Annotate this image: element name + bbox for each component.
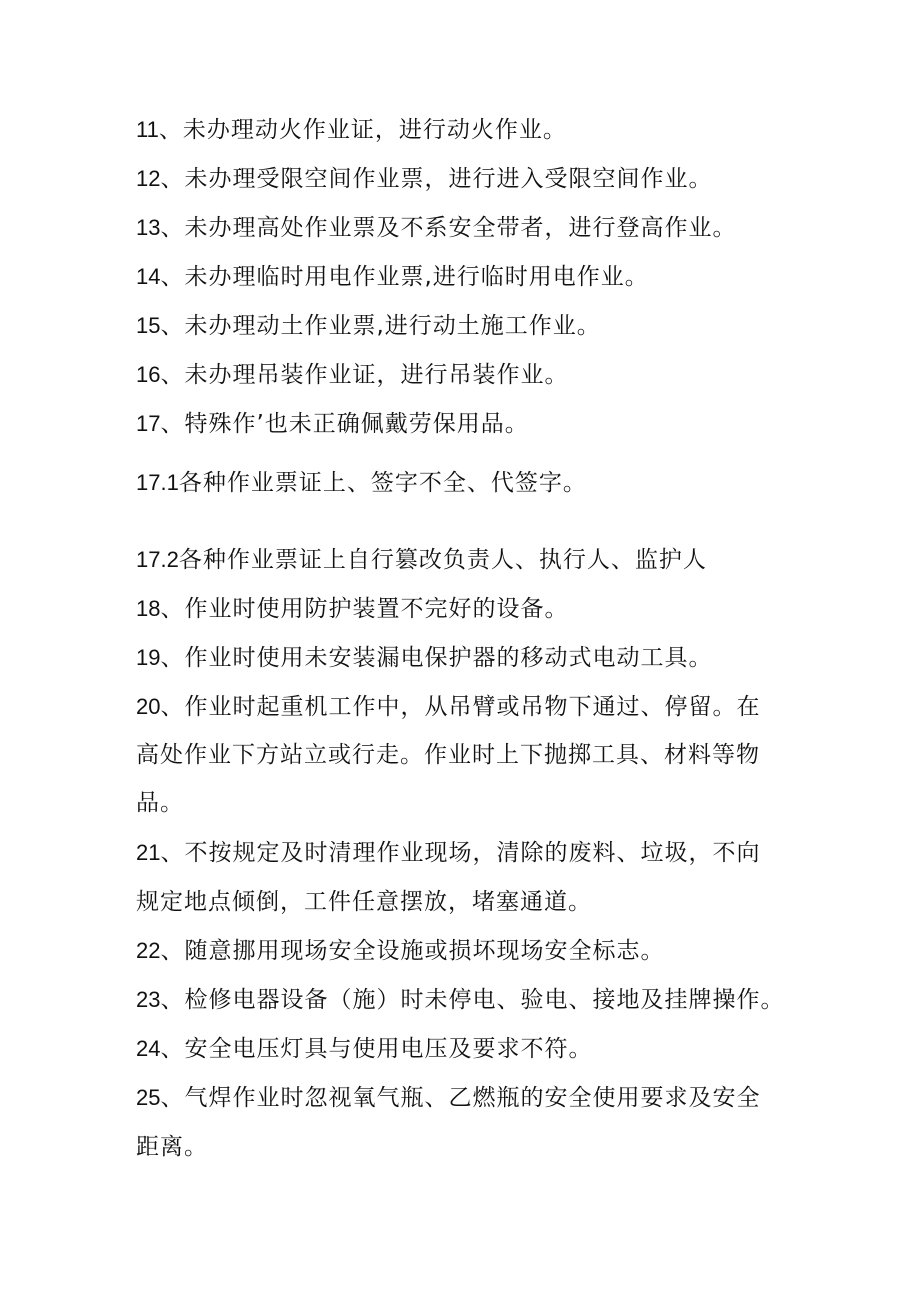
item-number: 20 [136,694,161,719]
item-text: 、未办理动土作业票,进行动土施工作业。 [160,313,601,339]
list-item-continuation [136,886,796,918]
item-number: 18 [136,596,161,621]
item-text: 品。 [136,790,184,816]
item-text: 、未办理吊装作业证，进行吊装作业。 [160,362,569,388]
item-number: 17.2 [136,547,179,572]
list-item [136,935,796,967]
item-text: 各种作业票证上、签字不全、代签字。 [178,470,587,496]
item-number: 14 [136,264,161,289]
item-text: 、作业时使用防护装置不完好的设备。 [160,596,569,622]
item-number: 16 [136,362,161,387]
item-number: 25 [136,1085,161,1110]
item-number: 19 [136,645,161,670]
item-number: 21 [136,840,161,865]
list-item [136,1082,796,1114]
item-text: 、未办理高处作业票及不系安全带者，进行登高作业。 [160,215,737,241]
item-number: 11 [136,117,159,142]
list-item [136,114,796,146]
list-item-continuation [136,1131,796,1163]
list-item [136,261,796,293]
item-number: 24 [136,1036,161,1061]
item-text: 、气焊作业时忽视氧气瓶、乙燃瓶的安全使用要求及安全 [160,1085,761,1111]
item-text: 各种作业票证上自行篡改负责人、执行人、监护人 [178,547,707,573]
item-number: 23 [136,987,161,1012]
list-item-continuation [136,787,796,819]
list-item [136,593,796,625]
item-number: 12 [136,166,161,191]
list-item [136,691,796,723]
item-number: 17.1 [136,470,179,495]
item-number: 13 [136,215,161,240]
item-text: 、作业时起重机工作中，从吊臂或吊物下通过、停留。在 [160,694,761,720]
item-text: 、不按规定及时清理作业现场，清除的废料、垃圾，不向 [160,840,761,866]
item-text: 距离。 [136,1134,208,1160]
item-number: 15 [136,313,161,338]
list-item [136,467,796,499]
list-item [136,544,796,576]
item-number: 17 [136,411,161,436]
list-item [136,408,796,440]
list-item [136,359,796,391]
item-text: 、安全电压灯具与使用电压及要求不符。 [160,1036,593,1062]
list-item [136,1033,796,1065]
list-item [136,212,796,244]
item-text: 、未办理临时用电作业票,进行临时用电作业。 [160,264,649,290]
item-text: 高处作业下方站立或行走。作业时上下抛掷工具、材料等物 [136,742,760,768]
list-item-continuation [136,739,796,771]
list-item [136,984,796,1016]
list-item [136,163,796,195]
item-text: 、未办理受限空间作业票，进行进入受限空间作业。 [160,166,713,192]
item-text: 、特殊作’也未正确佩戴劳保用品。 [160,411,529,437]
item-text: 规定地点倾倒，工件任意摆放，堵塞通道。 [136,889,592,915]
item-text: 、作业时使用未安装漏电保护器的移动式电动工具。 [160,645,713,671]
item-text: 、随意挪用现场安全设施或损坏现场安全标志。 [160,938,665,964]
item-text: 、检修电器设备（施）时未停电、验电、接地及挂牌操作。 [160,987,785,1013]
item-number: 22 [136,938,161,963]
list-item [136,642,796,674]
item-text: 、未办理动火作业证，进行动火作业。 [158,117,567,143]
list-item [136,310,796,342]
list-item [136,837,796,869]
